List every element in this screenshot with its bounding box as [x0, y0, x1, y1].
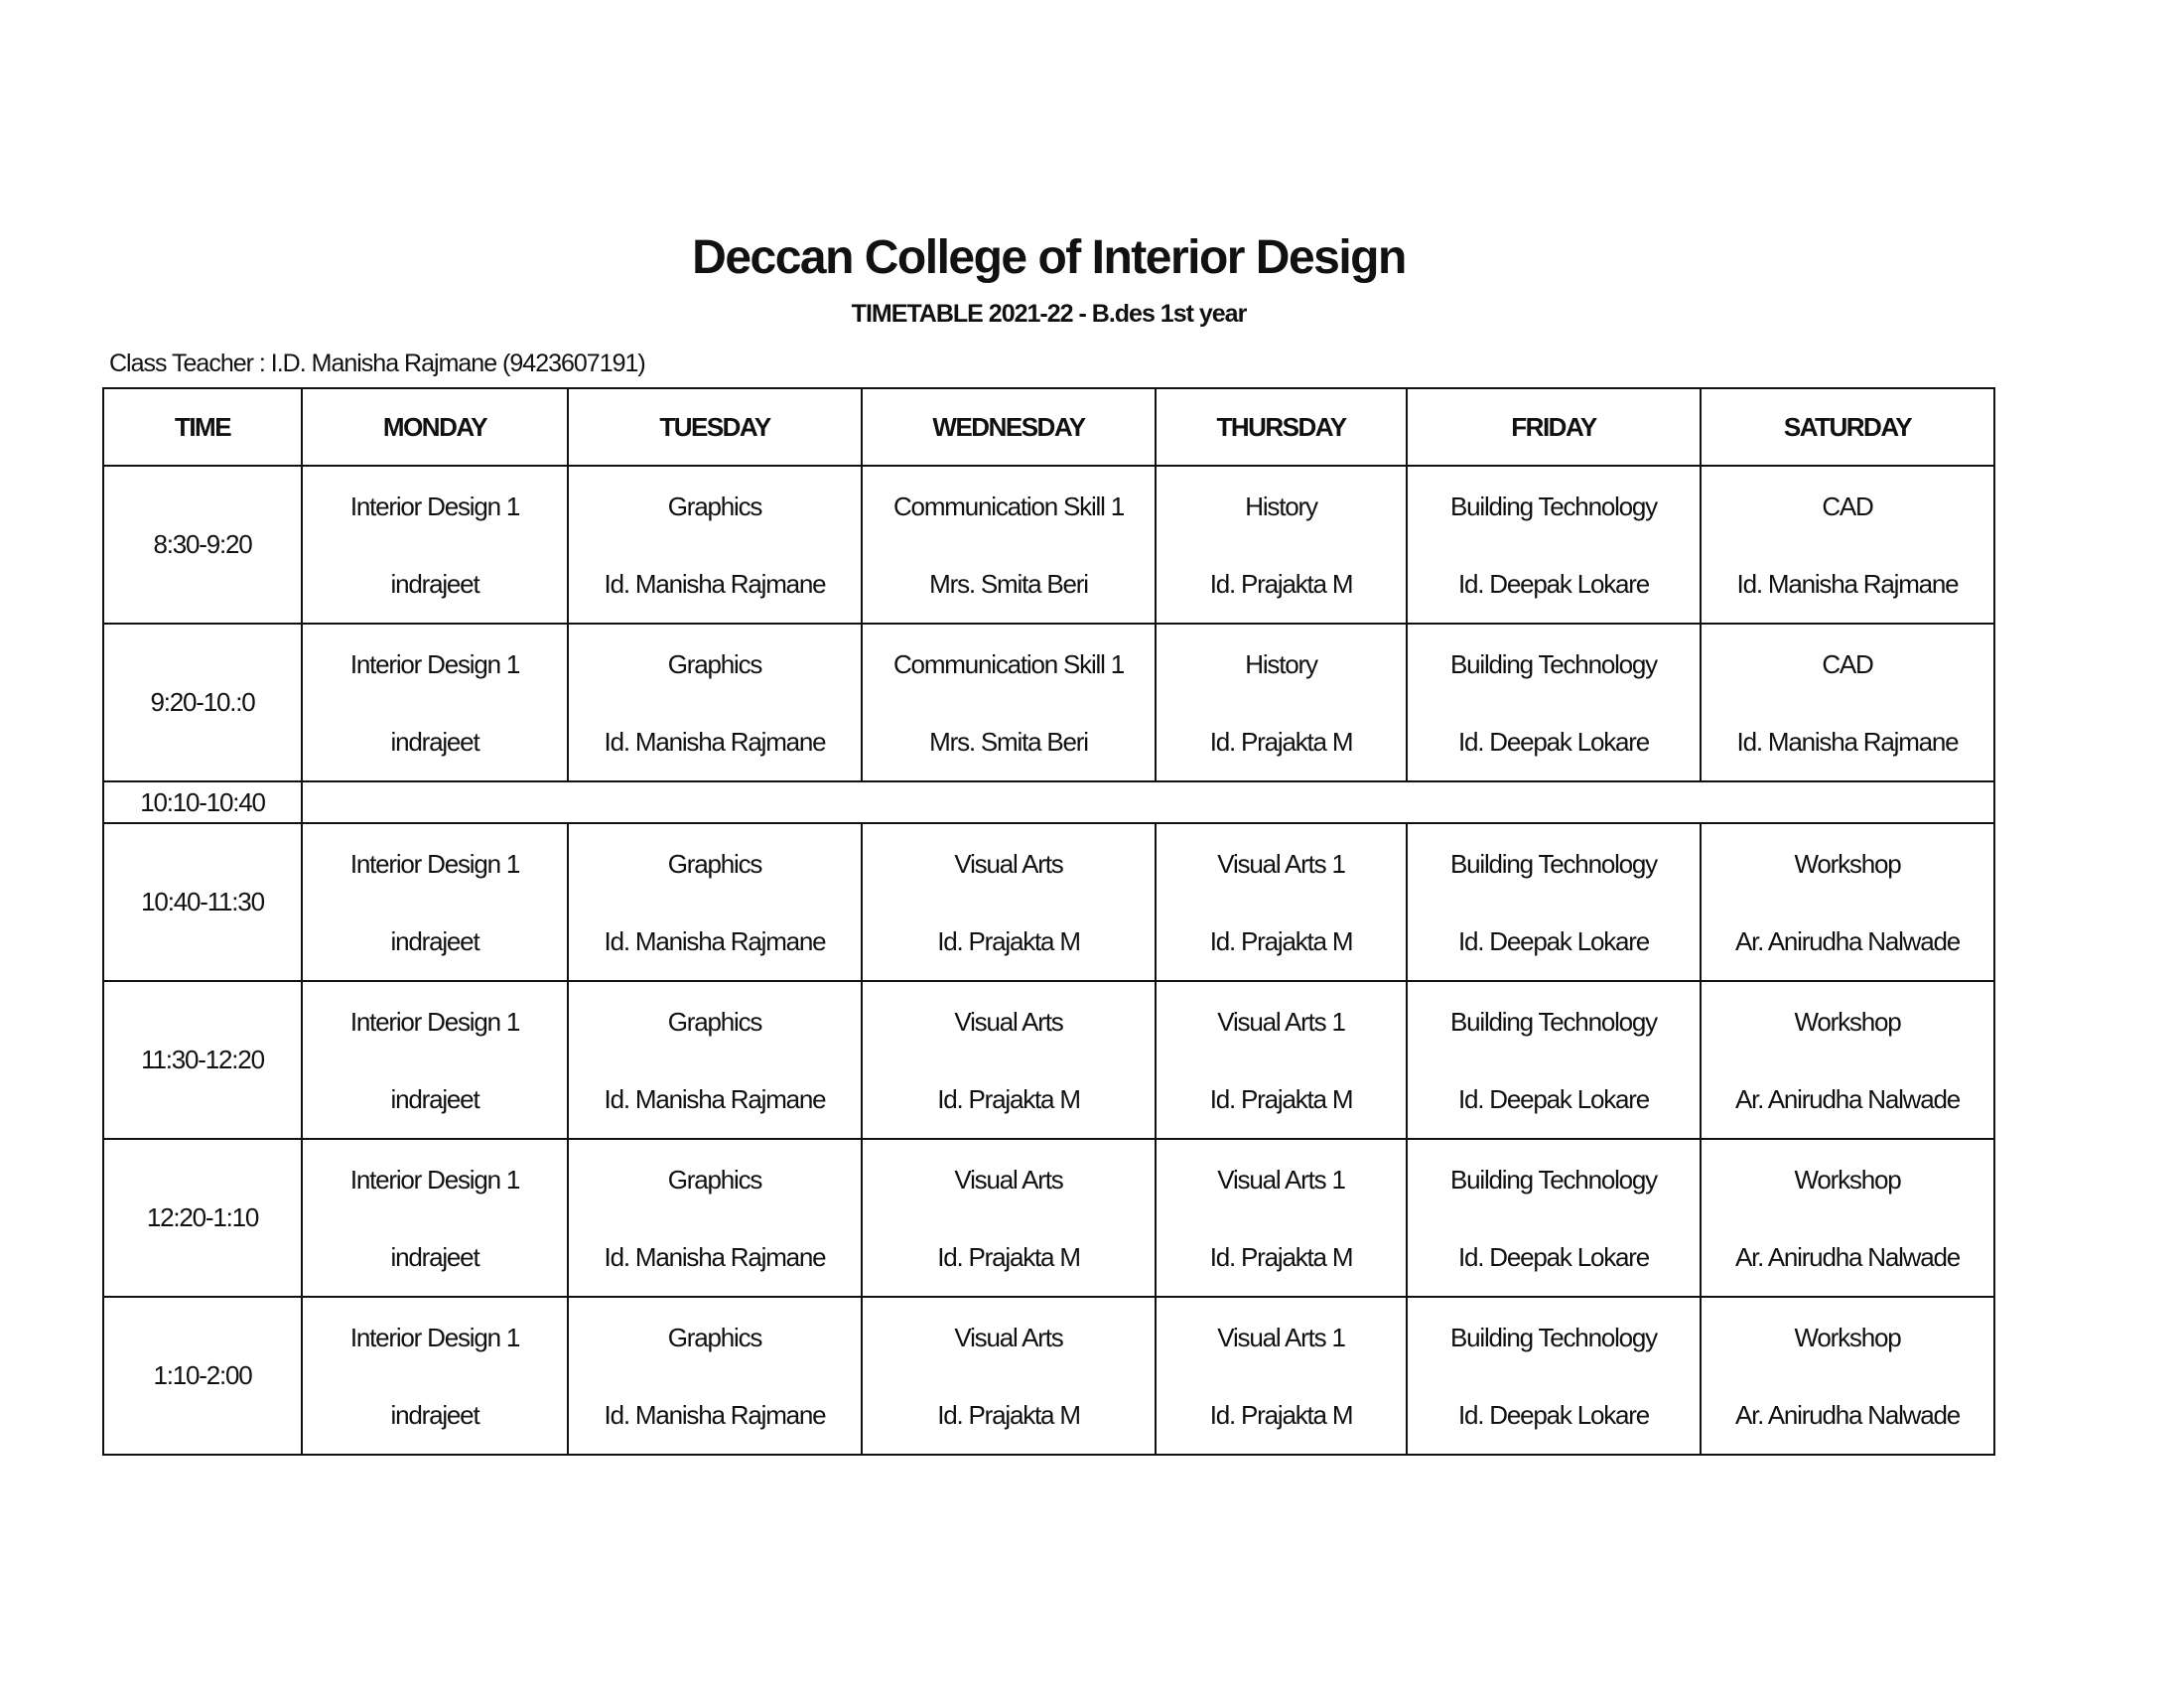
subject-text: Visual Arts 1	[1217, 849, 1345, 879]
teacher-text: Id. Deepak Lokare	[1457, 1084, 1650, 1114]
subject-text: Interior Design 1	[349, 1007, 520, 1037]
subject-text: Interior Design 1	[349, 1165, 520, 1195]
teacher-text: Id. Deepak Lokare	[1457, 926, 1650, 956]
subject-text: Communication Skill 1	[892, 649, 1124, 679]
break-row	[103, 781, 1994, 823]
table-cell	[862, 466, 1156, 624]
teacher-text: Id. Manisha Rajmane	[1736, 727, 1959, 757]
table-cell	[1407, 981, 1701, 1139]
time-cell: 11:30-12:20	[103, 981, 302, 1139]
subject-text: Graphics	[667, 649, 762, 679]
subject-text: History	[1245, 649, 1317, 679]
table-cell	[862, 981, 1156, 1139]
teacher-text: Id. Prajakta M	[1209, 569, 1353, 599]
table-cell	[1407, 624, 1701, 781]
teacher-text: Id. Manisha Rajmane	[604, 569, 826, 599]
table-cell	[1407, 466, 1701, 624]
table-cell	[1701, 624, 1994, 781]
table-cell	[1407, 1139, 1701, 1297]
subject-text: Visual Arts 1	[1217, 1165, 1345, 1195]
table-row	[103, 1139, 1994, 1297]
table-row	[103, 981, 1994, 1139]
table-cell	[1156, 981, 1407, 1139]
table-cell	[302, 823, 568, 981]
subject-text: Visual Arts 1	[1217, 1007, 1345, 1037]
teacher-text: indrajeet	[390, 1400, 479, 1430]
table-cell	[302, 1139, 568, 1297]
timetable	[102, 387, 1995, 1456]
teacher-text: Id. Deepak Lokare	[1457, 569, 1650, 599]
table-cell	[1407, 823, 1701, 981]
column-header-monday: MONDAY	[302, 388, 568, 466]
teacher-text: indrajeet	[390, 1242, 479, 1272]
table-cell	[1156, 466, 1407, 624]
subject-text: Interior Design 1	[349, 492, 520, 521]
teacher-text: Ar. Anirudha Nalwade	[1734, 1400, 1961, 1430]
table-cell	[1701, 1297, 1994, 1455]
subject-text: CAD	[1822, 649, 1873, 679]
table-cell	[302, 1297, 568, 1455]
teacher-text: Mrs. Smita Beri	[929, 569, 1088, 599]
table-cell	[1701, 981, 1994, 1139]
time-cell: 8:30-9:20	[103, 466, 302, 624]
subject-text: Interior Design 1	[349, 849, 520, 879]
teacher-text: Id. Prajakta M	[1209, 1400, 1353, 1430]
table-cell	[862, 1139, 1156, 1297]
subject-text: Visual Arts	[954, 849, 1063, 879]
table-cell	[302, 466, 568, 624]
subject-text: Graphics	[667, 1165, 762, 1195]
column-header-saturday: SATURDAY	[1701, 388, 1994, 466]
subject-text: Building Technology	[1449, 492, 1657, 521]
subject-text: Interior Design 1	[349, 1323, 520, 1352]
teacher-text: indrajeet	[390, 1084, 479, 1114]
table-cell	[1156, 1139, 1407, 1297]
subject-text: Visual Arts 1	[1217, 1323, 1345, 1352]
column-header-friday: FRIDAY	[1407, 388, 1701, 466]
table-cell	[1156, 823, 1407, 981]
subject-text: Building Technology	[1449, 849, 1657, 879]
subject-text: Workshop	[1794, 1165, 1901, 1195]
subject-text: Graphics	[667, 1007, 762, 1037]
teacher-text: Id. Manisha Rajmane	[604, 727, 826, 757]
teacher-text: Id. Prajakta M	[937, 926, 1080, 956]
subject-text: Workshop	[1794, 1007, 1901, 1037]
teacher-text: Id. Prajakta M	[1209, 926, 1353, 956]
table-cell	[862, 624, 1156, 781]
teacher-text: Id. Manisha Rajmane	[604, 1242, 826, 1272]
subject-text: Visual Arts	[954, 1323, 1063, 1352]
teacher-text: Id. Prajakta M	[937, 1084, 1080, 1114]
column-header-time: TIME	[103, 388, 302, 466]
break-cell	[302, 781, 1994, 823]
teacher-text: Id. Prajakta M	[1209, 1242, 1353, 1272]
teacher-text: Id. Manisha Rajmane	[604, 926, 826, 956]
table-cell	[1407, 1297, 1701, 1455]
header-row	[103, 388, 1994, 466]
break-time-cell: 10:10-10:40	[103, 781, 302, 823]
subject-text: Building Technology	[1449, 649, 1657, 679]
table-cell	[1701, 823, 1994, 981]
teacher-text: Mrs. Smita Beri	[929, 727, 1088, 757]
teacher-text: Ar. Anirudha Nalwade	[1734, 926, 1961, 956]
teacher-text: Id. Deepak Lokare	[1457, 1400, 1650, 1430]
subject-text: Building Technology	[1449, 1007, 1657, 1037]
table-cell	[568, 1139, 862, 1297]
table-cell	[1701, 466, 1994, 624]
subject-text: Workshop	[1794, 1323, 1901, 1352]
table-cell	[302, 981, 568, 1139]
table-cell	[862, 1297, 1156, 1455]
column-header-thursday: THURSDAY	[1156, 388, 1407, 466]
subject-text: Communication Skill 1	[892, 492, 1124, 521]
teacher-text: Id. Deepak Lokare	[1457, 1242, 1650, 1272]
timetable-subtitle: TIMETABLE 2021-22 - B.des 1st year	[851, 300, 1247, 328]
page-title: Deccan College of Interior Design	[692, 231, 1406, 284]
table-cell	[1156, 624, 1407, 781]
subject-text: Graphics	[667, 492, 762, 521]
time-cell: 1:10-2:00	[103, 1297, 302, 1455]
teacher-text: indrajeet	[390, 727, 479, 757]
teacher-text: Id. Prajakta M	[937, 1400, 1080, 1430]
table-row	[103, 624, 1994, 781]
column-header-tuesday: TUESDAY	[568, 388, 862, 466]
teacher-text: Id. Prajakta M	[937, 1242, 1080, 1272]
table-row	[103, 1297, 1994, 1455]
table-cell	[862, 823, 1156, 981]
teacher-text: indrajeet	[390, 569, 479, 599]
column-header-wednesday: WEDNESDAY	[862, 388, 1156, 466]
table-row	[103, 466, 1994, 624]
table-cell	[302, 624, 568, 781]
table-cell	[1156, 1297, 1407, 1455]
subject-text: Visual Arts	[954, 1007, 1063, 1037]
subject-text: Interior Design 1	[349, 649, 520, 679]
class-teacher-info: Class Teacher : I.D. Manisha Rajmane (9423607191)	[109, 350, 645, 377]
teacher-text: Ar. Anirudha Nalwade	[1734, 1242, 1961, 1272]
teacher-text: Id. Prajakta M	[1209, 1084, 1353, 1114]
time-cell: 10:40-11:30	[103, 823, 302, 981]
subject-text: Building Technology	[1449, 1165, 1657, 1195]
teacher-text: Id. Manisha Rajmane	[1736, 569, 1959, 599]
time-cell: 9:20-10.:0	[103, 624, 302, 781]
teacher-text: Id. Prajakta M	[1209, 727, 1353, 757]
subject-text: Graphics	[667, 1323, 762, 1352]
teacher-text: Id. Manisha Rajmane	[604, 1400, 826, 1430]
subject-text: Graphics	[667, 849, 762, 879]
table-cell	[568, 1297, 862, 1455]
table-cell	[568, 466, 862, 624]
subject-text: CAD	[1822, 492, 1873, 521]
table-cell	[568, 823, 862, 981]
table-cell	[1701, 1139, 1994, 1297]
teacher-text: Id. Manisha Rajmane	[604, 1084, 826, 1114]
time-cell: 12:20-1:10	[103, 1139, 302, 1297]
teacher-text: Ar. Anirudha Nalwade	[1734, 1084, 1961, 1114]
subject-text: Visual Arts	[954, 1165, 1063, 1195]
subject-text: Workshop	[1794, 849, 1901, 879]
table-cell	[568, 981, 862, 1139]
teacher-text: Id. Deepak Lokare	[1457, 727, 1650, 757]
subject-text: Building Technology	[1449, 1323, 1657, 1352]
subject-text: History	[1245, 492, 1317, 521]
table-cell	[568, 624, 862, 781]
teacher-text: indrajeet	[390, 926, 479, 956]
table-row	[103, 823, 1994, 981]
